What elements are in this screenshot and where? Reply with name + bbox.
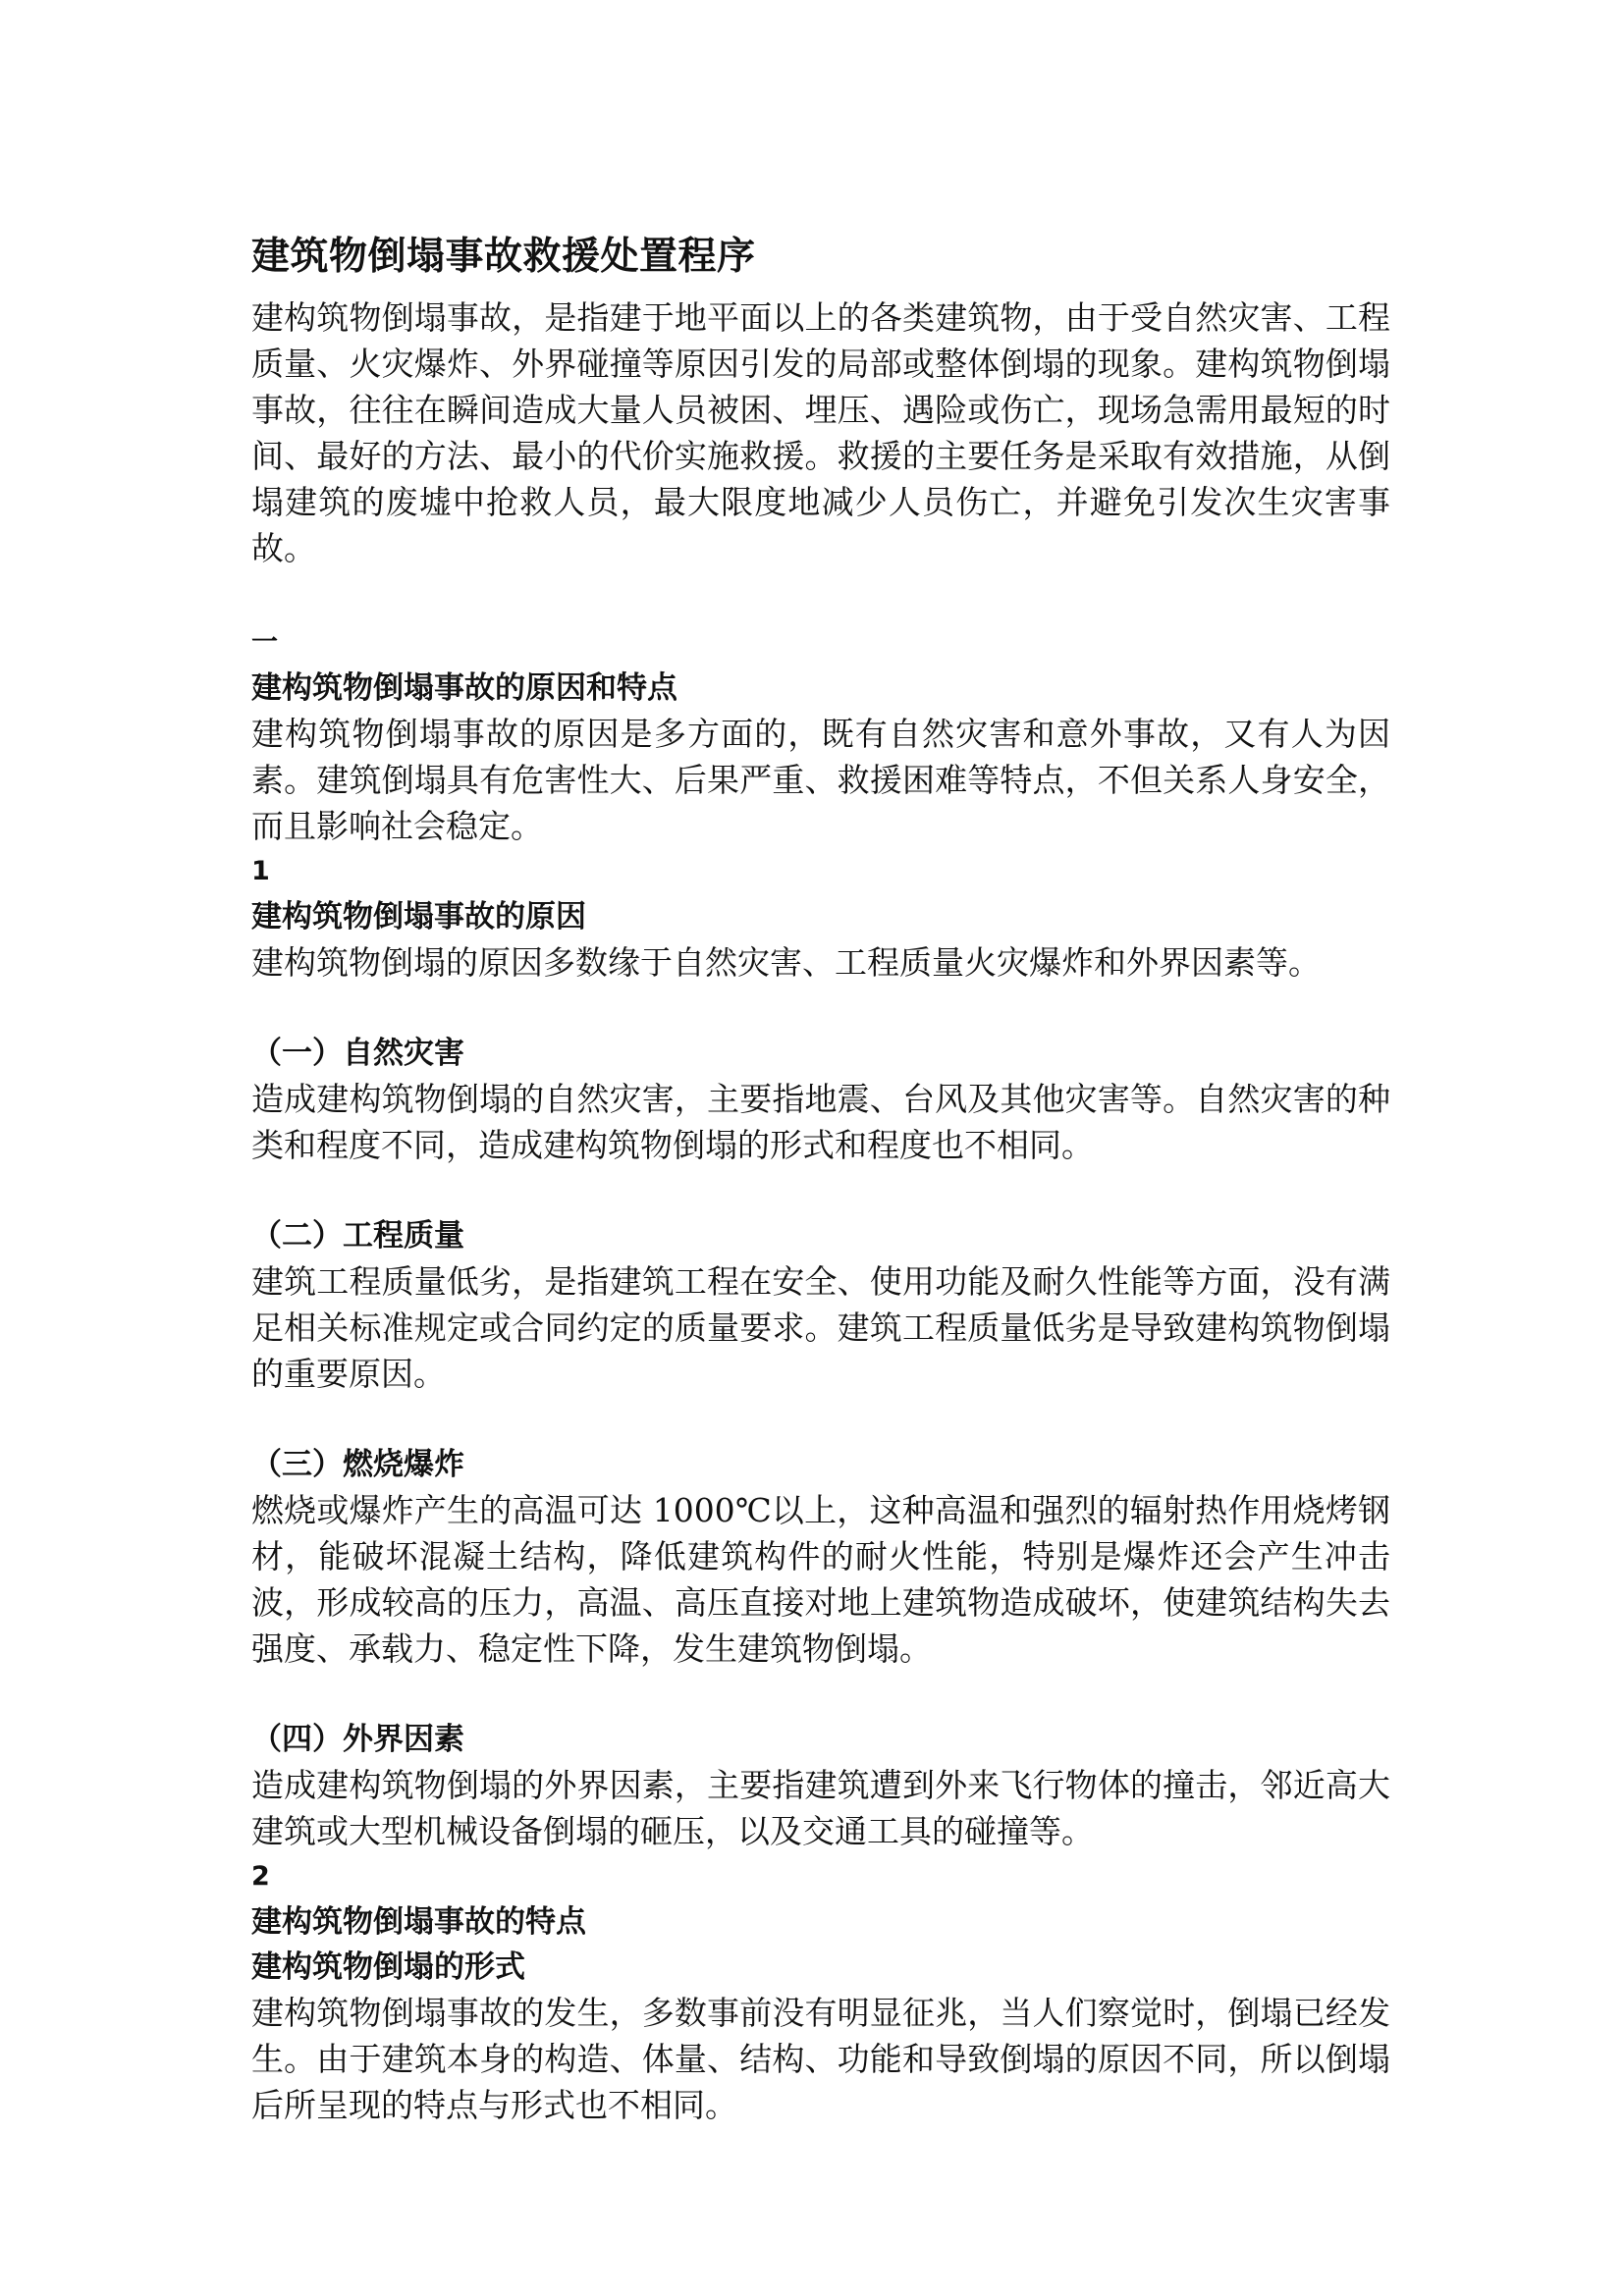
spacer [251, 986, 1390, 1031]
part-heading: 建构筑物倒塌事故的原因 [251, 899, 586, 934]
section-heading: 建构筑物倒塌事故的原因和特点 [251, 670, 677, 706]
cause-heading: （四）外界因素 [251, 1722, 464, 1757]
intro-paragraph: 建构筑物倒塌事故，是指建于地平面以上的各类建筑物，由于受自然灾害、工程质量、火灾爆炸、外界碰撞等原因引发的局部或整体倒塌的现象。建构筑物倒塌事故，往往在瞬间造成大量人员被困、埋压、遇险或伤亡，现场急需用最短的时间、最好的方法、最小的代价实施救援。救援的主要任务是采取有效措施，从倒塌建筑的废墟中抢救人员，最大限度地减少人员伤亡，并避免引发次生灾害事故。 [251, 298, 1390, 567]
cause-heading: （二）工程质量 [251, 1218, 464, 1254]
cause-heading: （三）燃烧爆炸 [251, 1447, 464, 1482]
section-number: 一 [251, 627, 278, 658]
spacer [251, 1168, 1390, 1213]
cause-paragraph: 建筑工程质量低劣，是指建筑工程在安全、使用功能及耐久性能等方面，没有满足相关标准规定或合同约定的质量要求。建筑工程质量低劣是导致建构筑物倒塌的重要原因。 [251, 1262, 1390, 1393]
spacer [251, 1672, 1390, 1717]
spacer [251, 1397, 1390, 1442]
part-number: 2 [251, 1861, 270, 1892]
part-number: 1 [251, 856, 270, 886]
cause-heading: （一）自然灾害 [251, 1036, 464, 1071]
part-heading: 建构筑物倒塌事故的特点 [251, 1904, 586, 1940]
document-page [251, 234, 1390, 2128]
part-subheading: 建构筑物倒塌的形式 [251, 1949, 525, 1985]
section-paragraph: 建构筑物倒塌事故的原因是多方面的，既有自然灾害和意外事故，又有人为因素。建筑倒塌具有危害性大、后果严重、救援困难等特点，不但关系人身安全，而且影响社会稳定。 [251, 715, 1390, 845]
part-paragraph: 建构筑物倒塌事故的发生，多数事前没有明显征兆，当人们察觉时，倒塌已经发生。由于建筑本身的构造、体量、结构、功能和导致倒塌的原因不同，所以倒塌后所呈现的特点与形式也不相同。 [251, 1994, 1390, 2124]
cause-paragraph: 造成建构筑物倒塌的外界因素，主要指建筑遭到外来飞行物体的撞击，邻近高大建筑或大型机械设备倒塌的砸压，以及交通工具的碰撞等。 [251, 1766, 1390, 1850]
spacer [251, 571, 1390, 620]
document-title: 建筑物倒塌事故救援处置程序 [251, 235, 756, 279]
cause-paragraph: 燃烧或爆炸产生的高温可达 1000℃以上，这种高温和强烈的辐射热作用烧烤钢材，能破坏混凝土结构，降低建筑构件的耐火性能，特别是爆炸还会产生冲击波，形成较高的压力，高温、高压直接对地上建筑物造成破坏，使建筑结构失去强度、承载力、稳定性下降，发生建筑物倒塌。 [251, 1491, 1390, 1668]
part-paragraph: 建构筑物倒塌的原因多数缘于自然灾害、工程质量火灾爆炸和外界因素等。 [251, 943, 1321, 982]
cause-paragraph: 造成建构筑物倒塌的自然灾害，主要指地震、台风及其他灾害等。自然灾害的种类和程度不同，造成建构筑物倒塌的形式和程度也不相同。 [251, 1080, 1390, 1164]
